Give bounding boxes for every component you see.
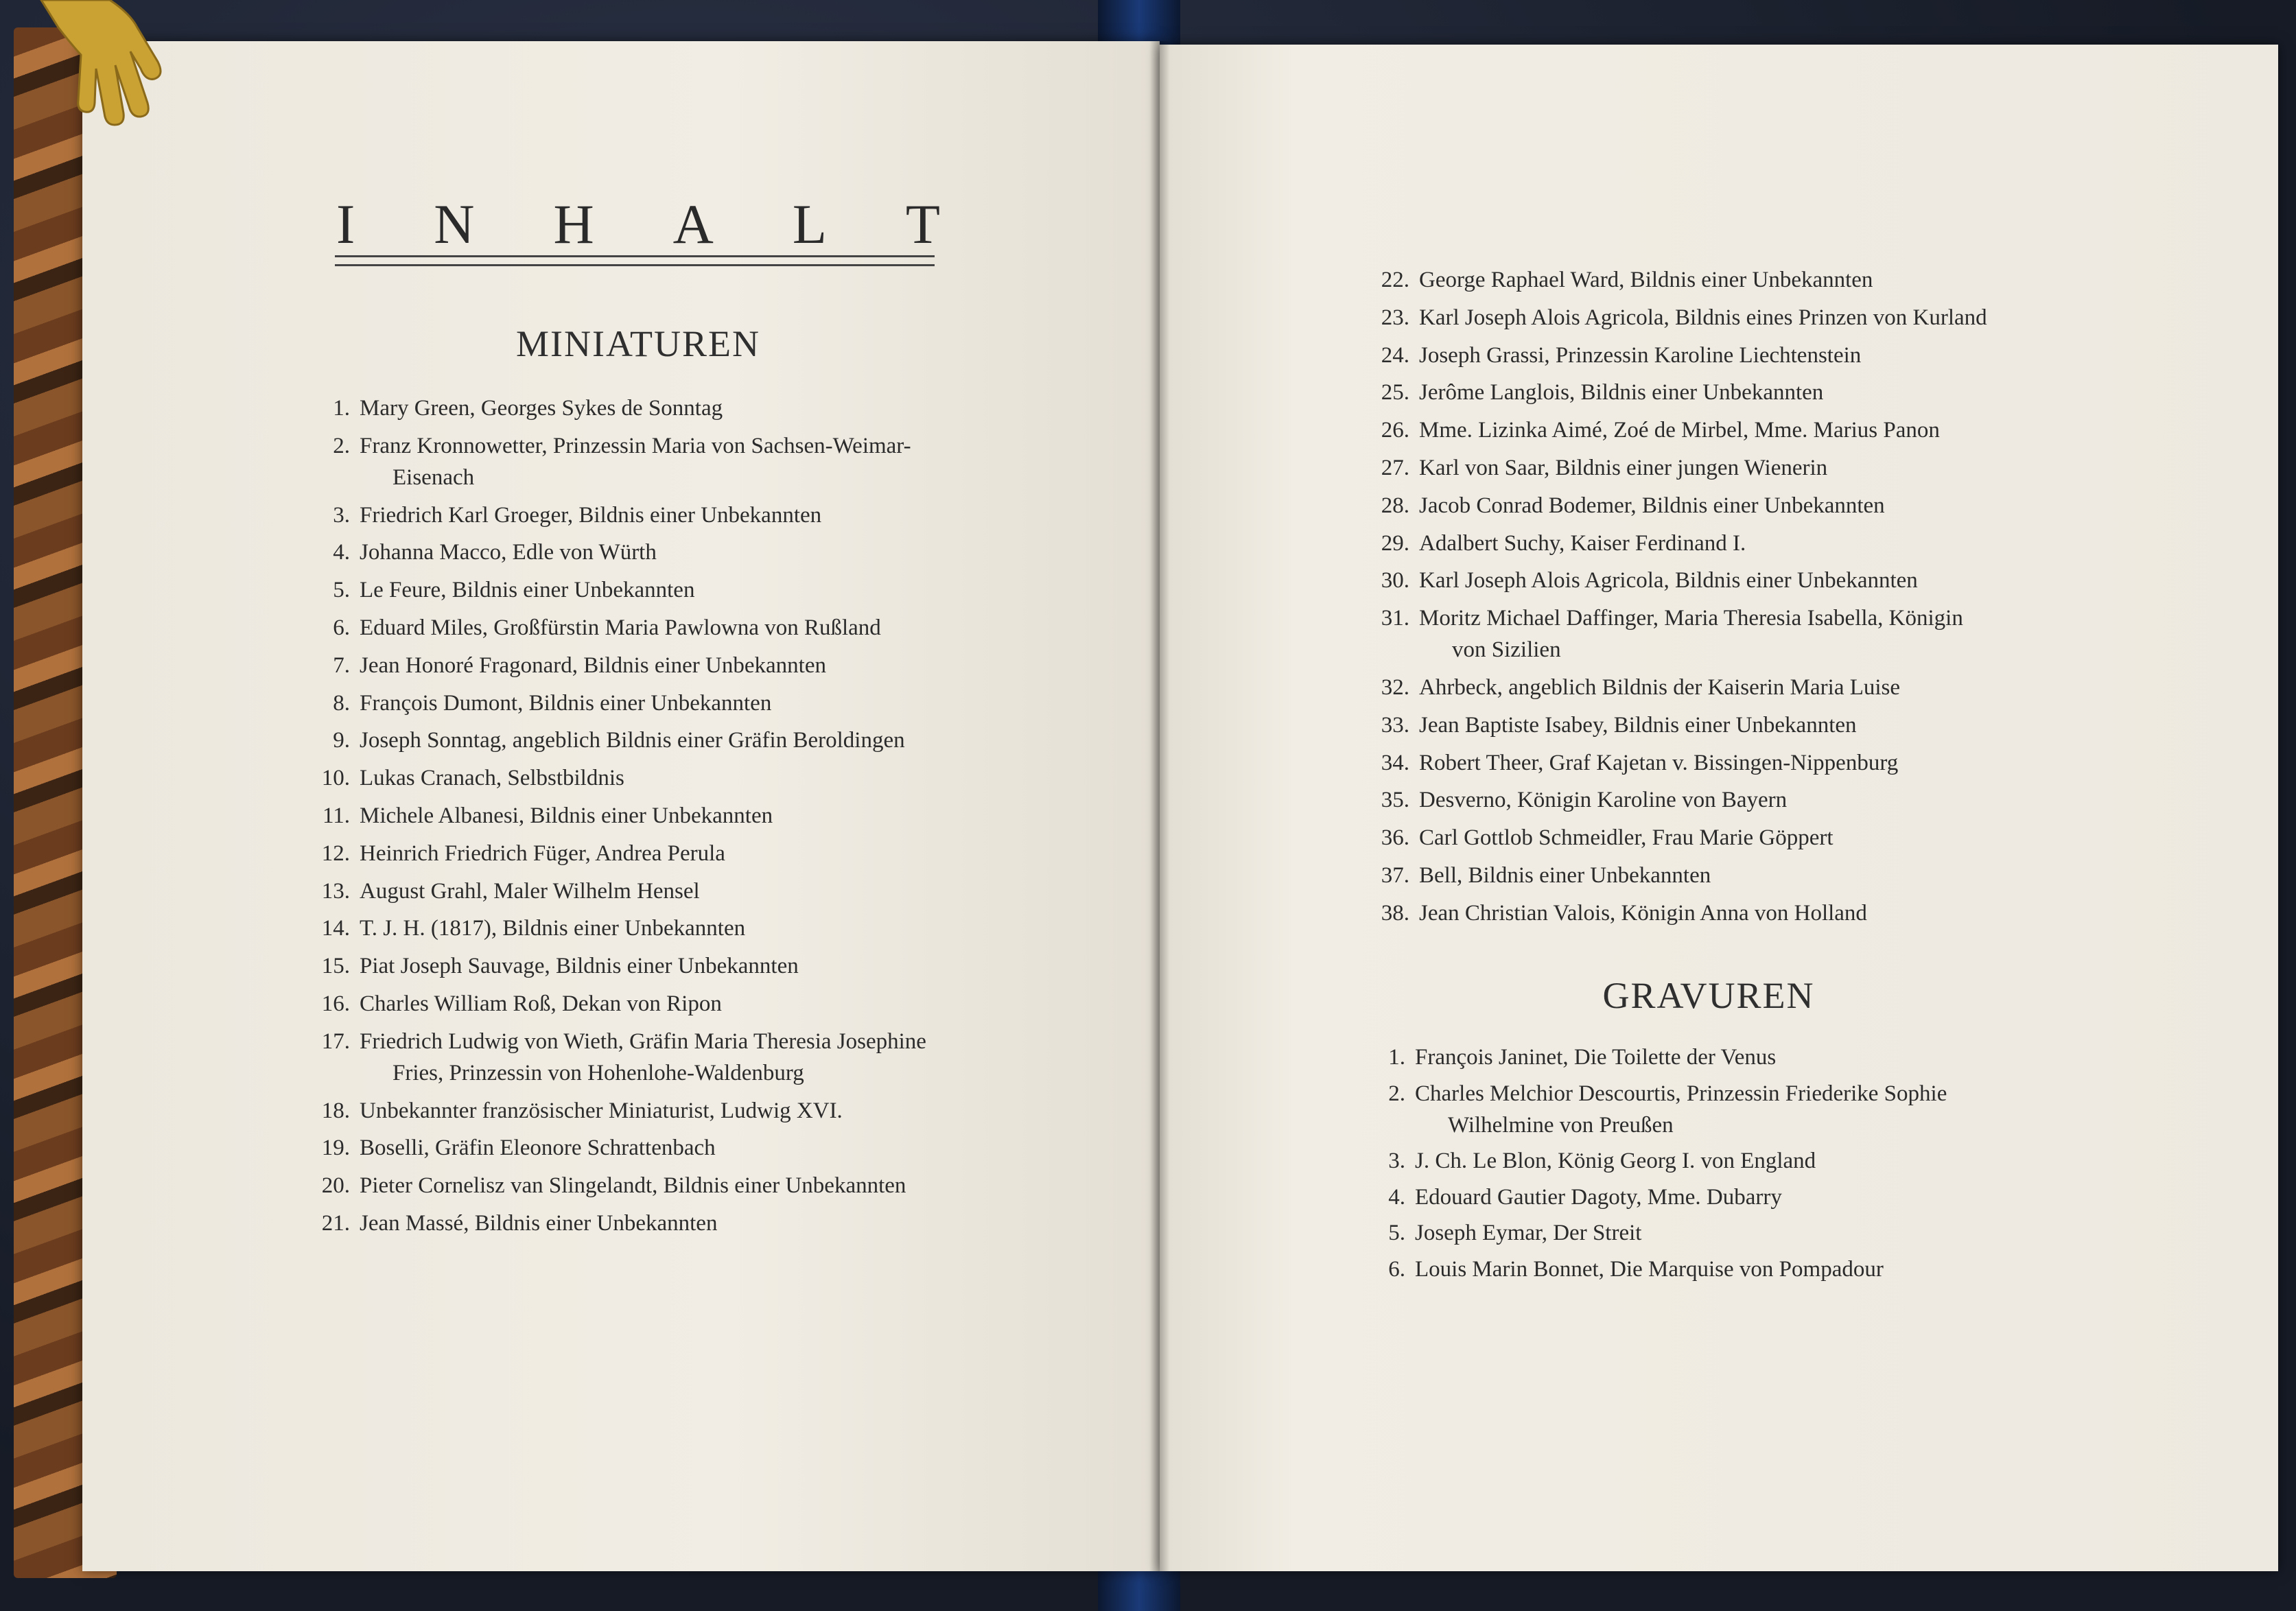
item-text: Edouard Gautier Dagoty, Mme. Dubarry [1415,1184,1782,1210]
list-item [310,1132,716,1164]
item-text: Joseph Grassi, Prinzessin Karoline Liechtenstein [1419,342,1862,368]
item-text: Joseph Eymar, Der Streit [1415,1221,1642,1245]
item-continuation: Eisenach [393,465,475,490]
list-item [1366,1042,1776,1073]
list-item [310,430,911,493]
list-item [1370,414,1940,446]
item-number: 25. [1381,380,1409,405]
item-text: Pieter Cornelisz van Slingelandt, Bildnis einer Unbekannten [360,1173,906,1199]
item-text: Jean Massé, Bildnis einer Unbekannten [360,1211,718,1236]
title-letter: I [336,193,355,255]
item-text: Jerôme Langlois, Bildnis einer Unbekannten [1419,380,1824,405]
list-item [1370,264,1873,296]
item-number: 18. [321,1098,350,1123]
item-number: 6. [1388,1256,1405,1282]
item-number: 27. [1381,456,1409,480]
list-item [1370,490,1885,521]
item-text: Robert Theer, Graf Kajetan v. Bissingen-Nippenburg [1419,750,1899,775]
item-text: Karl von Saar, Bildnis einer jungen Wienerin [1419,456,1828,480]
list-item [1370,528,1746,559]
item-text: Joseph Sonntag, angeblich Bildnis einer Gräfin Beroldingen [360,728,905,753]
item-number: 29. [1381,530,1409,556]
item-number: 32. [1381,675,1409,700]
title-double-rule [335,255,935,266]
list-item [310,392,723,424]
list-item [1370,897,1867,929]
item-number: 12. [321,840,350,866]
item-continuation: Fries, Prinzessin von Hohenlohe-Waldenburg [393,1060,804,1085]
item-number: 28. [1381,493,1409,518]
title-letter: A [672,193,714,255]
item-number: 17. [321,1028,350,1054]
title-letter: H [553,193,594,255]
item-text: Le Feure, Bildnis einer Unbekannten [360,578,695,603]
list-item [310,800,773,832]
list-item [310,838,725,869]
item-text: Piat Joseph Sauvage, Bildnis einer Unbekannten [360,954,799,979]
item-text: Mary Green, Georges Sykes de Sonntag [360,396,723,421]
item-number: 2. [1388,1081,1405,1106]
list-item [310,762,624,794]
item-text: Carl Gottlob Schmeidler, Frau Marie Göppert [1419,825,1834,851]
item-text: Louis Marin Bonnet, Die Marquise von Pompadour [1415,1256,1884,1282]
item-text: Bell, Bildnis einer Unbekannten [1419,863,1711,888]
item-text: George Raphael Ward, Bildnis einer Unbekannten [1419,268,1873,292]
list-item [1370,709,1857,741]
list-item [310,612,881,644]
item-text: Johanna Macco, Edle von Würth [360,540,657,565]
item-text: Heinrich Friedrich Füger, Andrea Perula [360,840,725,866]
item-number: 1. [1388,1045,1405,1070]
item-number: 10. [321,766,350,791]
item-number: 24. [1381,342,1409,368]
item-number: 38. [1381,900,1409,926]
list-item [1370,672,1900,703]
item-number: 1. [333,396,350,421]
list-item [310,988,722,1020]
list-item [1366,1217,1641,1249]
item-number: 36. [1381,825,1409,851]
item-number: 19. [321,1136,350,1161]
list-item [310,950,799,982]
list-item [310,1170,906,1201]
item-number: 3. [333,502,350,528]
list-item [310,650,826,681]
section-heading-miniaturen: MINIATUREN [516,323,760,364]
item-text: Lukas Cranach, Selbstbildnis [360,766,624,791]
item-number: 4. [1388,1184,1405,1210]
list-item [1370,784,1787,816]
item-text: J. Ch. Le Blon, König Georg I. von England [1415,1149,1816,1173]
item-text: Boselli, Gräfin Eleonore Schrattenbach [360,1136,716,1161]
list-item [1366,1145,1816,1177]
item-text: Eduard Miles, Großfürstin Maria Pawlowna von Rußland [360,615,881,640]
item-continuation: von Sizilien [1452,637,1561,663]
item-continuation: Wilhelmine von Preußen [1448,1112,1674,1138]
item-number: 22. [1381,268,1409,292]
list-item [310,875,700,907]
item-number: 33. [1381,712,1409,738]
item-number: 9. [333,728,350,753]
item-text: Friedrich Ludwig von Wieth, Gräfin Maria Theresia Josephine [360,1028,926,1054]
list-item [1370,747,1898,779]
list-item [1366,1181,1782,1213]
item-text: François Dumont, Bildnis einer Unbekannten [360,690,772,716]
list-item [310,499,821,531]
item-number: 14. [321,916,350,941]
item-text: T. J. H. (1817), Bildnis einer Unbekannten [360,916,746,941]
item-number: 2. [333,433,350,458]
list-item [310,537,657,568]
item-text: Jean Honoré Fragonard, Bildnis einer Unbekannten [360,652,826,678]
item-number: 13. [321,878,350,904]
list-item [310,574,694,606]
item-text: Unbekannter französischer Miniaturist, Ludwig XVI. [360,1098,843,1123]
item-number: 21. [321,1211,350,1236]
list-item [310,1208,717,1239]
page-gutter [1149,41,1170,1571]
item-text: François Janinet, Die Toilette der Venus [1415,1045,1777,1070]
item-number: 16. [321,991,350,1016]
item-text: Charles Melchior Descourtis, Prinzessin Friederike Sophie [1415,1081,1947,1106]
list-item [310,687,771,719]
item-text: Michele Albanesi, Bildnis einer Unbekannten [360,803,773,828]
list-item [1370,602,1963,666]
item-text: Friedrich Karl Groeger, Bildnis einer Unbekannten [360,502,822,528]
section-heading-gravuren: GRAVUREN [1602,975,1815,1016]
title-letter: N [434,193,475,255]
item-text: Karl Joseph Alois Agricola, Bildnis einer Unbekannten [1419,568,1918,593]
list-item [1366,1254,1884,1285]
page-title [336,192,940,257]
item-text: Mme. Lizinka Aimé, Zoé de Mirbel, Mme. Marius Panon [1419,418,1940,443]
list-item [1370,860,1711,891]
item-number: 6. [333,615,350,640]
list-item [1370,565,1918,596]
brass-hand-bookmark [27,0,206,137]
list-item [1370,822,1834,854]
item-text: Desverno, Königin Karoline von Bayern [1419,788,1788,813]
list-item [1366,1078,1947,1141]
item-number: 15. [321,954,350,979]
list-item [310,1095,843,1127]
item-text: Ahrbeck, angeblich Bildnis der Kaiserin Maria Luise [1419,675,1901,700]
item-number: 3. [1388,1149,1405,1173]
item-text: Franz Kronnowetter, Prinzessin Maria von Sachsen-Weimar- [360,433,911,458]
item-text: Jacob Conrad Bodemer, Bildnis einer Unbekannten [1419,493,1885,518]
item-number: 4. [333,540,350,565]
item-number: 31. [1381,606,1409,631]
item-number: 34. [1381,750,1409,775]
item-number: 20. [321,1173,350,1199]
list-item [1370,452,1827,484]
item-text: August Grahl, Maler Wilhelm Hensel [360,878,700,904]
item-text: Jean Christian Valois, Königin Anna von Holland [1419,900,1867,926]
item-text: Karl Joseph Alois Agricola, Bildnis eines Prinzen von Kurland [1419,305,1987,330]
list-item [310,1026,926,1089]
list-item [310,725,905,756]
item-number: 37. [1381,863,1409,888]
list-item [1370,377,1823,408]
item-number: 26. [1381,418,1409,443]
title-letter: L [792,193,827,255]
item-number: 23. [1381,305,1409,330]
item-number: 5. [333,578,350,603]
item-number: 8. [333,690,350,716]
list-item [310,913,745,944]
item-number: 7. [333,652,350,678]
item-number: 35. [1381,788,1409,813]
item-text: Adalbert Suchy, Kaiser Ferdinand I. [1419,530,1746,556]
item-number: 5. [1388,1221,1405,1245]
list-item [1370,340,1861,371]
title-letter: T [905,193,940,255]
item-number: 11. [322,803,350,828]
item-text: Moritz Michael Daffinger, Maria Theresia Isabella, Königin [1419,606,1963,631]
list-item [1370,302,1987,333]
item-text: Charles William Roß, Dekan von Ripon [360,991,722,1016]
item-text: Jean Baptiste Isabey, Bildnis einer Unbekannten [1419,712,1857,738]
item-number: 30. [1381,568,1409,593]
